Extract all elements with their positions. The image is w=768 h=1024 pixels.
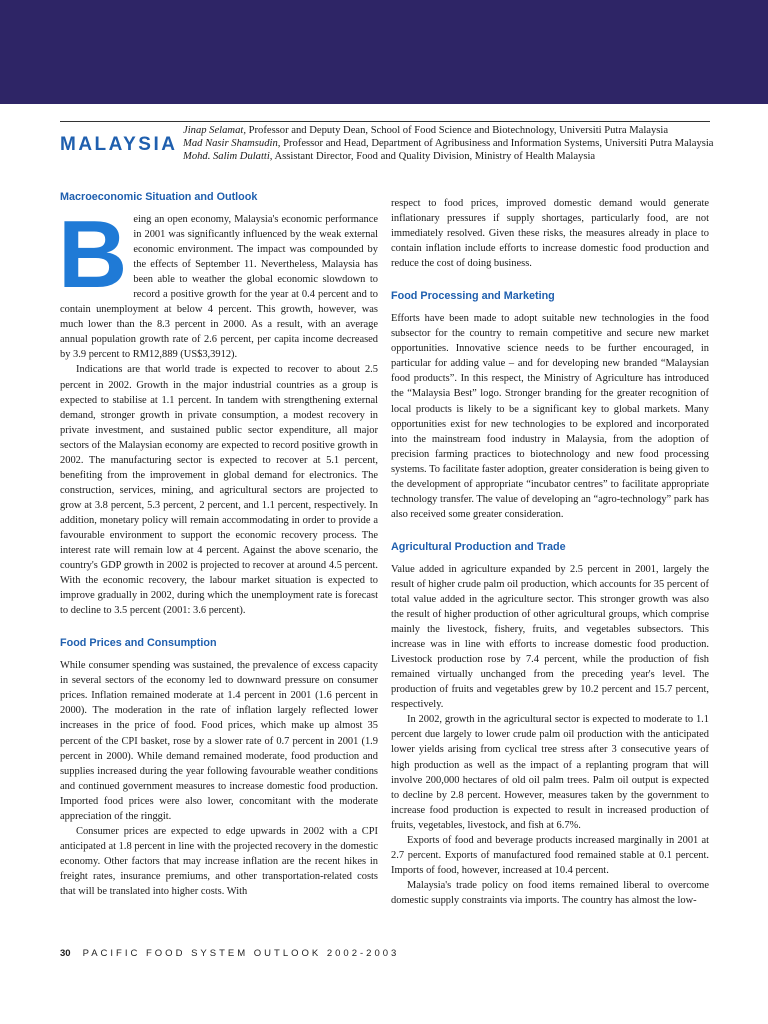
author-name: Jinap Selamat, [183,125,246,136]
paragraph: Consumer prices are expected to edge upwards in 2002 with a CPI anticipated at 1.8 percent in line with the projected recovery in the domestic economy. Other factors that may increase inflation are the recent hikes in freight rates, insurance premiums, and other transportation-related costs that will be translated into higher costs. With [60,825,378,897]
left-column [60,190,378,899]
paragraph: While consumer spending was sustained, the prevalence of excess capacity in several sectors of the economy led to downward pressure on consumer prices. Inflation remained moderate at 1.4 percent in 2001 (1.6 percent in 2000). The moderation in the rate of inflation largely reflected lower increases in the price of food. Food prices, which make up almost 35 percent of the CPI basket, rose by a slower rate of 0.7 percent in 2001 (1.9 percent in 2000). While demand remained moderate, food production and supplies increased during the year following favourable weather conditions and continued government measures to increase domestic food production. Imported food prices were also lower, concomitant with the moderate appreciation of the ringgit. [60,660,378,822]
section-heading-food-processing: Food Processing and Marketing [391,290,555,303]
author-line [183,137,723,150]
publication-title: PACIFIC FOOD SYSTEM OUTLOOK 2002-2003 [82,948,400,959]
author-role: Professor and Deputy Dean, School of Food Science and Biotechnology, Universiti Putra Malaysia [245,125,669,136]
author-role: Assistant Director, Food and Quality Division, Ministry of Health Malaysia [272,151,596,162]
author-list [183,124,723,163]
page-footer [60,948,399,959]
country-title: MALAYSIA [60,134,178,155]
right-column [391,196,709,908]
section-heading-macroeconomic: Macroeconomic Situation and Outlook [60,191,258,203]
paragraph: Malaysia's trade policy on food items remained liberal to overcome domestic supply constraints via imports. The country has almost the low- [391,879,709,906]
section-heading-agricultural-production: Agricultural Production and Trade [391,540,566,553]
author-name: Mohd. Salim Dulatti, [183,151,273,162]
paragraph: eing an open economy, Malaysia's economic performance in 2001 was significantly influenced by the weak external economic environment. The impact was compounded by the effects of September 11. Nevertheless, Malaysia has been able to weather the global economic slowdown to record a positive growth for the year at 0.4 percent and to contain unemployment at below 4 percent. This growth, however, was much lower than the 8.3 percent in 2000. As a result, with an average annual population growth rate of 2.6 percent, per capita income decreased by 3.9 percent to RM12,889 (US$3,3912). [60,214,378,361]
header-banner [0,0,768,104]
author-role: Professor and Head, Department of Agribusiness and Information Systems, Universiti Putra Malaysia [280,138,714,149]
paragraph: Value added in agriculture expanded by 2.5 percent in 2001, largely the result of higher crude palm oil production, which accounts for 35 percent of total value added in the agriculture sector. This stronger growth was also the result of higher production of other agricultural groups, which comprise mainly the livestock, fishery, fruits, and vegetables subsectors. This increase was in line with efforts to increase domestic food production. Livestock production rose by 7.4 percent, while the production of fish remained virtually unchanged from the preceding year's level. The production of fruits and vegetables grew by 10.2 percent and 15.7 percent, respectively. [391,563,709,711]
page-number: 30 [60,948,71,959]
paragraph: respect to food prices, improved domestic demand would generate inflationary pressures if supply shortages, particularly food, are not immediately resolved. Given these risks, the measures already in place to contain inflation include efforts to increase domestic food production and reduce the cost of doing business. [391,198,709,270]
paragraph: Indications are that world trade is expected to recover to about 2.5 percent in 2002. Growth in the major industrial countries as a group is expected to stabilise at 1.1 percent. In tandem with strengthening external demand, stronger growth in private consumption, a modest recovery in private investment, and sustained public sector expenditure, all major sectors of the Malaysian economy are expected to record positive growth in 2002. The manufacturing sector is expected to recover at 5.1 percent, benefiting from the improvement in global demand for electronics. The construction, services, mining, and agricultural sectors are projected to grow at 3.8 percent, 5.3 percent, 2 percent, and 1.1 percent, respectively. In addition, monetary policy will remain accommodating in order to provide a favourable environment to support the economic recovery process. The interest rate will remain low at 4 percent. Against the above scenario, the country's GDP growth in 2002 is projected to recover at around 4.5 percent. With the economic recovery, the labour market situation is expected to improve gradually in 2002, during which the unemployment rate is forecast to decline to 3.5 percent (2001: 3.6 percent). [60,364,378,617]
author-name: Mad Nasir Shamsudin, [183,138,281,149]
author-line [183,150,723,163]
author-line [183,124,723,137]
paragraph: Efforts have been made to adopt suitable new technologies in the food subsector for the country to remain competitive and secure new market opportunities. Innovative science needs to be further encouraged, in particular for adding value – and for developing new branded “Malaysian food products”. In this respect, the Ministry of Agriculture has introduced the “Malaysia Best” logo. Stronger branding for the greater recognition of local products is likely to be a significant key to global markets. Many opportunities exist for new technologies to be explored and incorporated into the mainstream food industry in Malaysia, from the adoption of precision farming practices to biotechnology and new food processing systems. To facilitate faster adoption, greater consideration is being given to the development of appropriate “incubator centres” to facilitate appropriate technology transfer. The value of developing an “agro-technology” park has also received some greater consideration. [391,313,709,520]
section-heading-food-prices: Food Prices and Consumption [60,637,217,650]
drop-cap: B [58,201,128,308]
paragraph: Exports of food and beverage products increased marginally in 2001 at 2.7 percent. Exports of manufactured food remained stable at 0.1 percent. Imports of food, however, increased at 10.4 percent. [391,834,709,876]
paragraph: In 2002, growth in the agricultural sector is expected to moderate to 1.1 percent due largely to lower crude palm oil production with the anticipated lower yields arising from cyclical tree stress after 3 consecutive years of high production as well as the impact of a replanting program that will involve 200,000 hectares of old oil palm trees. Palm oil output is expected to decline by 2.8 percent. However, measures taken by the government to increase food production is expected to result in increased production of fruits, vegetables, livestock, and fish at 6.7%. [391,714,709,831]
header-divider [60,121,710,122]
